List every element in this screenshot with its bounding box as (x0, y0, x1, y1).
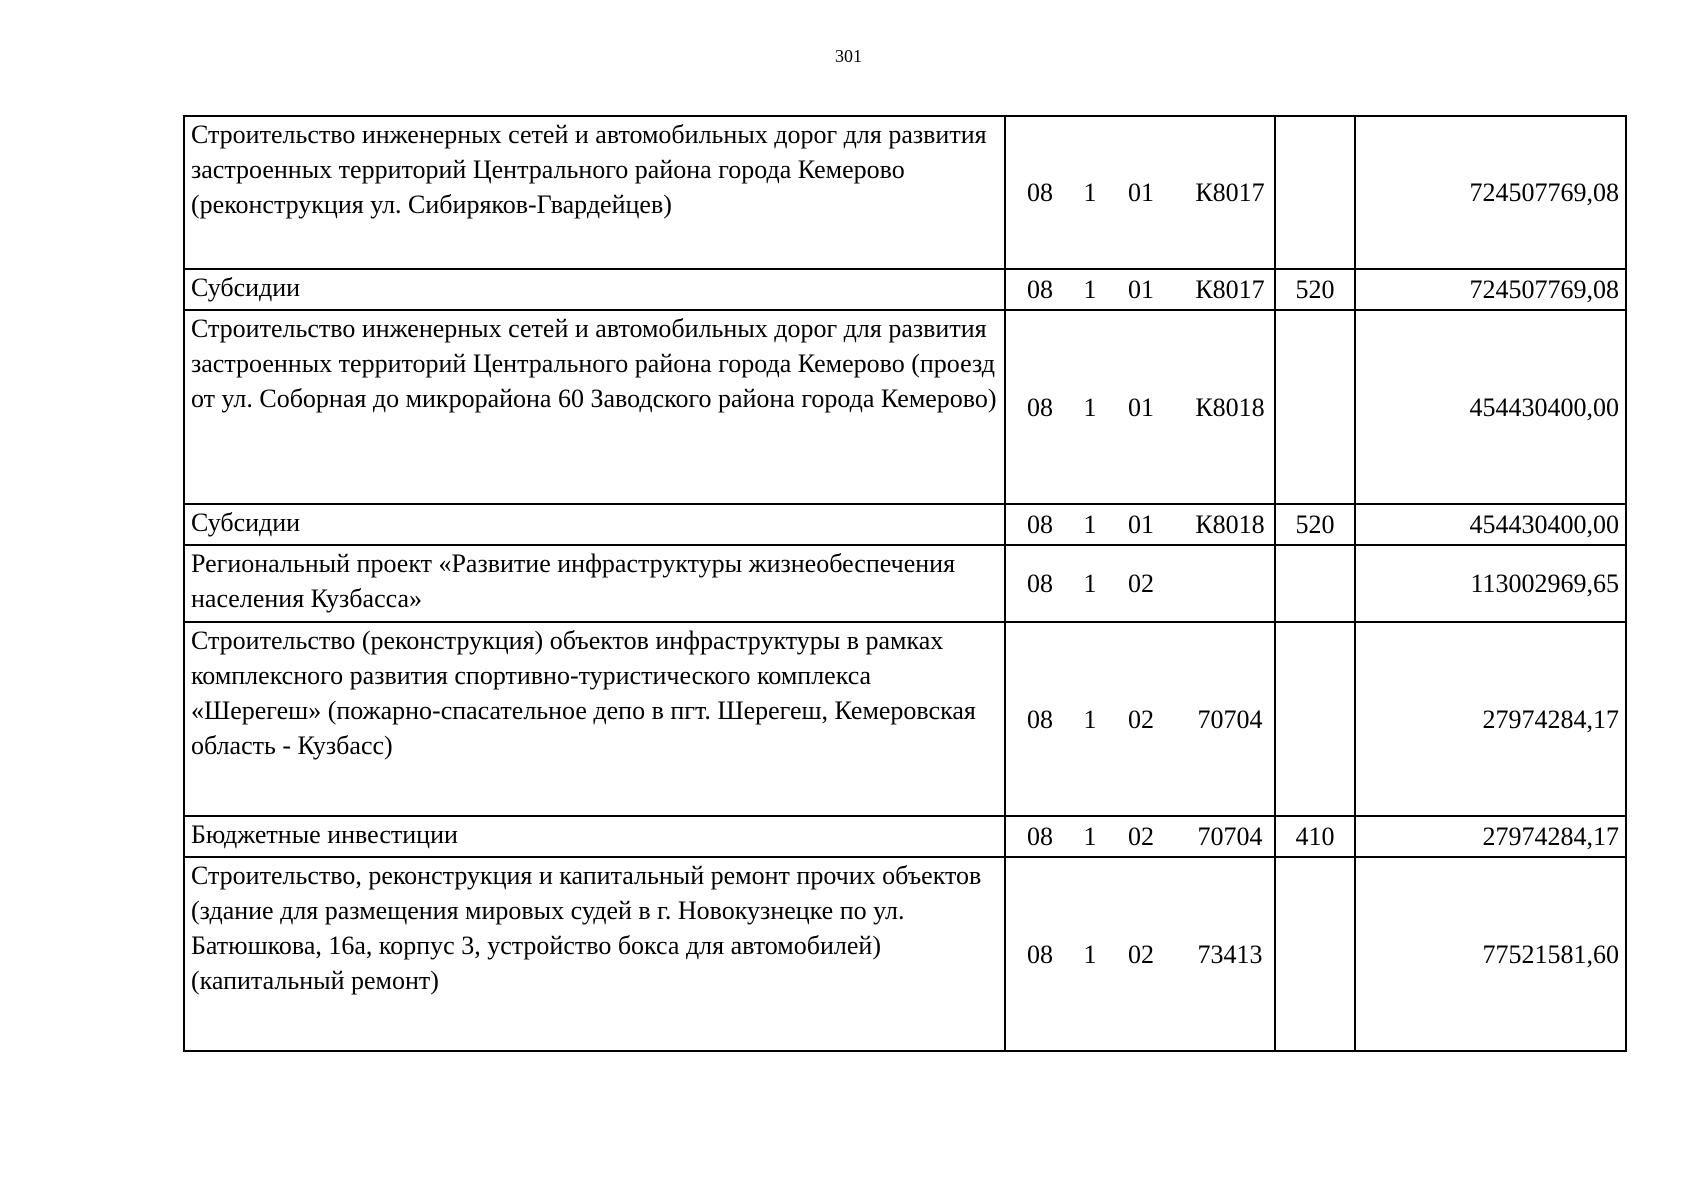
expense-type-code (1275, 622, 1355, 816)
table-row (184, 116, 1626, 269)
classification-codes (1005, 504, 1275, 545)
expense-item-code: 73413 (1197, 939, 1263, 969)
expense-type-code: 520 (1275, 269, 1355, 310)
table-row (184, 269, 1626, 310)
amount: 113002969,65 (1355, 545, 1626, 622)
section-code: 08 (1027, 569, 1053, 598)
program-code: 1 (1083, 704, 1097, 734)
section-code: 08 (1027, 704, 1053, 734)
table-row (184, 504, 1626, 545)
expense-item-code: К8017 (1195, 275, 1265, 304)
amount: 27974284,17 (1355, 622, 1626, 816)
expense-type-code: 520 (1275, 504, 1355, 545)
subprogram-code: 01 (1128, 510, 1154, 539)
subprogram-code: 01 (1128, 178, 1154, 207)
program-code: 1 (1083, 392, 1097, 422)
expense-type-code: 410 (1275, 816, 1355, 857)
section-code: 08 (1027, 178, 1053, 207)
table-row (184, 857, 1626, 1051)
table-row (184, 310, 1626, 504)
item-name: Строительство инженерных сетей и автомобильных дорог для развития застроенных территорий Центрального района города Кемерово (проезд от ул. Соборная до микрорайона 60 Заводского района города Кемерово) (184, 310, 1005, 504)
table-row (184, 622, 1626, 816)
program-code: 1 (1083, 569, 1097, 598)
amount: 454430400,00 (1355, 504, 1626, 545)
section-code: 08 (1027, 510, 1053, 539)
item-name: Субсидии (184, 504, 1005, 545)
subprogram-code: 02 (1128, 939, 1154, 969)
budget-table (183, 115, 1627, 1052)
classification-codes (1005, 857, 1275, 1051)
program-code: 1 (1083, 178, 1097, 207)
program-code: 1 (1083, 275, 1097, 304)
subprogram-code: 01 (1128, 275, 1154, 304)
classification-codes (1005, 622, 1275, 816)
classification-codes (1005, 310, 1275, 504)
classification-codes (1005, 116, 1275, 269)
amount: 454430400,00 (1355, 310, 1626, 504)
section-code: 08 (1027, 822, 1053, 851)
expense-item-code: 70704 (1197, 704, 1263, 734)
subprogram-code: 02 (1128, 569, 1154, 598)
classification-codes (1005, 545, 1275, 622)
expense-type-code (1275, 545, 1355, 622)
classification-codes (1005, 816, 1275, 857)
program-code: 1 (1083, 510, 1097, 539)
amount: 27974284,17 (1355, 816, 1626, 857)
amount: 77521581,60 (1355, 857, 1626, 1051)
expense-type-code (1275, 857, 1355, 1051)
expense-type-code (1275, 310, 1355, 504)
page-number: 301 (835, 46, 862, 66)
item-name: Субсидии (184, 269, 1005, 310)
program-code: 1 (1083, 939, 1097, 969)
amount: 724507769,08 (1355, 116, 1626, 269)
item-name: Строительство инженерных сетей и автомобильных дорог для развития застроенных территорий Центрального района города Кемерово (реконструкция ул. Сибиряков-Гвардейцев) (184, 116, 1005, 269)
expense-item-code: К8018 (1195, 392, 1265, 422)
program-code: 1 (1083, 822, 1097, 851)
expense-item-code: К8018 (1195, 510, 1265, 539)
section-code: 08 (1027, 939, 1053, 969)
table-row (184, 545, 1626, 622)
subprogram-code: 02 (1128, 822, 1154, 851)
section-code: 08 (1027, 275, 1053, 304)
subprogram-code: 02 (1128, 704, 1154, 734)
item-name: Бюджетные инвестиции (184, 816, 1005, 857)
expense-type-code (1275, 116, 1355, 269)
item-name: Строительство (реконструкция) объектов инфраструктуры в рамках комплексного развития спортивно-туристического комплекса «Шерегеш» (пожарно-спасательное депо в пгт. Шерегеш, Кемеровская область - Кузбасс) (184, 622, 1005, 816)
item-name: Региональный проект «Развитие инфраструктуры жизнеобеспечения населения Кузбасса» (184, 545, 1005, 622)
table-row (184, 816, 1626, 857)
amount: 724507769,08 (1355, 269, 1626, 310)
expense-item-code: 70704 (1197, 822, 1263, 851)
section-code: 08 (1027, 392, 1053, 422)
expense-item-code: К8017 (1195, 178, 1265, 207)
subprogram-code: 01 (1128, 392, 1154, 422)
classification-codes (1005, 269, 1275, 310)
item-name: Строительство, реконструкция и капитальный ремонт прочих объектов (здание для размещения мировых судей в г. Новокузнецке по ул. Батюшкова, 16а, корпус 3, устройство бокса для автомобилей) (капитальный ремонт) (184, 857, 1005, 1051)
